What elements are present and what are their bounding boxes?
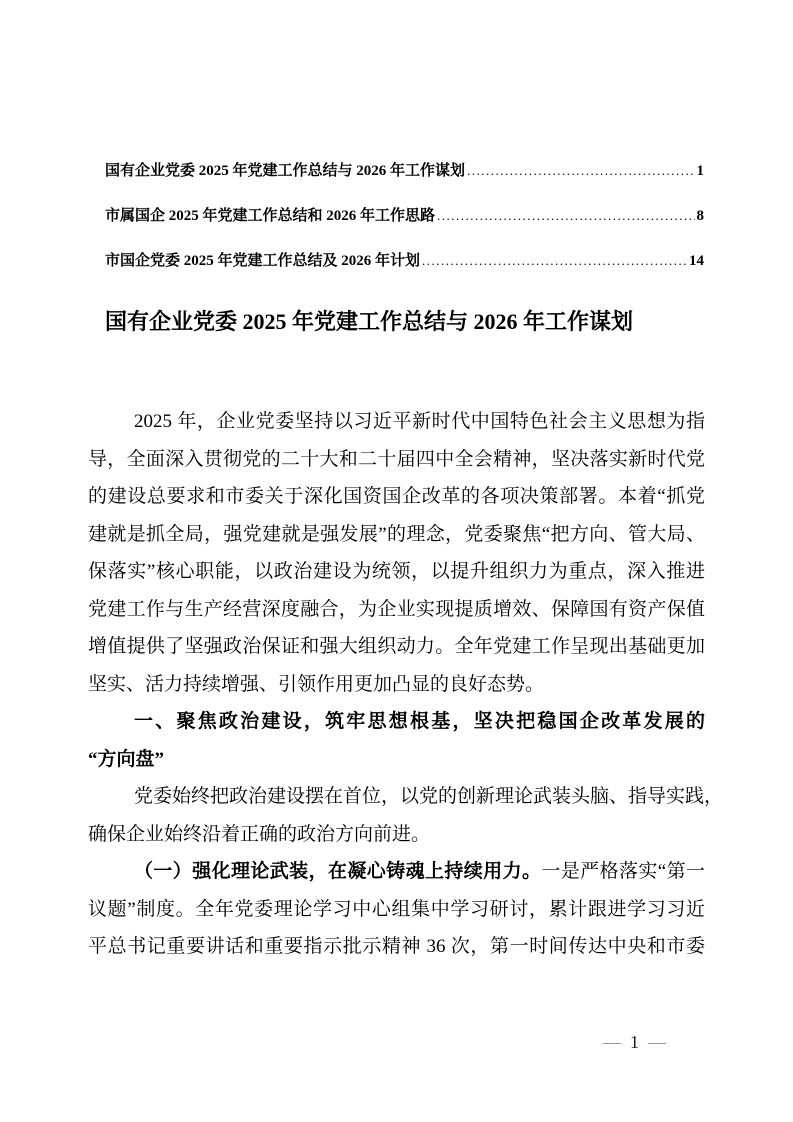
footer-dash: — — [648, 1032, 666, 1052]
paragraph-text: 一是严格落实“第一 — [541, 861, 705, 882]
paragraph-line: 平总书记重要讲话和重要指示批示精神 36 次，第一时间传达中央和市委 — [88, 936, 705, 957]
toc-page-number: 14 — [689, 253, 704, 269]
toc-entry[interactable] — [105, 249, 704, 271]
paragraph-line: 党委始终把政治建设摆在首位，以党的创新理论武装头脑、指导实践， — [134, 786, 724, 807]
paragraph-line: 2025 年，企业党委坚持以习近平新时代中国特色社会主义思想为指 — [134, 411, 705, 432]
toc-entry-label: 市属国企 2025 年党建工作总结和 2026 年工作思路 — [105, 208, 436, 224]
toc-dot-leader — [437, 208, 694, 224]
toc-entry[interactable] — [105, 204, 704, 226]
article-body — [88, 403, 724, 966]
article-title: 国有企业党委 2025 年党建工作总结与 2026 年工作谋划 — [105, 309, 634, 334]
paragraph-line: 坚实、活力持续增强、引领作用更加凸显的良好态势。 — [88, 673, 545, 695]
footer-page-number: 1 — [630, 1032, 639, 1052]
toc-entry-label: 国有企业党委 2025 年党建工作总结与 2026 年工作谋划 — [105, 163, 466, 179]
paragraph-line: 党建工作与生产经营深度融合，为企业实现提质增效、保障国有资产保值 — [88, 598, 705, 620]
toc-entry-label: 市国企党委 2025 年党建工作总结及 2026 年计划 — [105, 253, 421, 269]
toc-page-number: 1 — [696, 163, 704, 179]
footer-dash: — — [603, 1032, 621, 1052]
toc-dot-leader — [422, 253, 687, 269]
paragraph-line: 增值提供了坚强政治保证和强大组织动力。全年党建工作呈现出基础更加 — [88, 636, 705, 657]
paragraph-line — [88, 853, 705, 891]
toc-page-number: 8 — [696, 208, 704, 224]
paragraph-line: 确保企业始终沿着正确的政治方向前进。 — [88, 823, 431, 845]
toc-entry[interactable] — [105, 159, 704, 181]
section-heading-line: 一、聚焦政治建设，筑牢思想根基，坚决把稳国企改革发展的 — [134, 711, 705, 732]
paragraph-line: 导，全面深入贯彻党的二十大和二十届四中全会精神，坚决落实新时代党 — [88, 448, 705, 470]
paragraph-line: 议题”制度。全年党委理论学习中心组集中学习研讨，累计跟进学习习近 — [88, 898, 705, 920]
paragraph-line: 的建设总要求和市委关于深化国资国企改革的各项决策部署。本着“抓党 — [88, 486, 705, 507]
table-of-contents — [0, 0, 793, 271]
paragraph-line: 建就是抓全局，强党建就是强发展”的理念，党委聚焦“把方向、管大局、 — [88, 523, 705, 545]
section-heading-line: “方向盘” — [88, 748, 165, 770]
subsection-lead: （一）强化理论武装，在凝心铸魂上持续用力。 — [134, 861, 542, 882]
page-footer — [603, 1031, 666, 1053]
paragraph-line: 保落实”核心职能，以政治建设为统领，以提升组织力为重点，深入推进 — [88, 561, 705, 582]
toc-dot-leader — [467, 163, 694, 179]
